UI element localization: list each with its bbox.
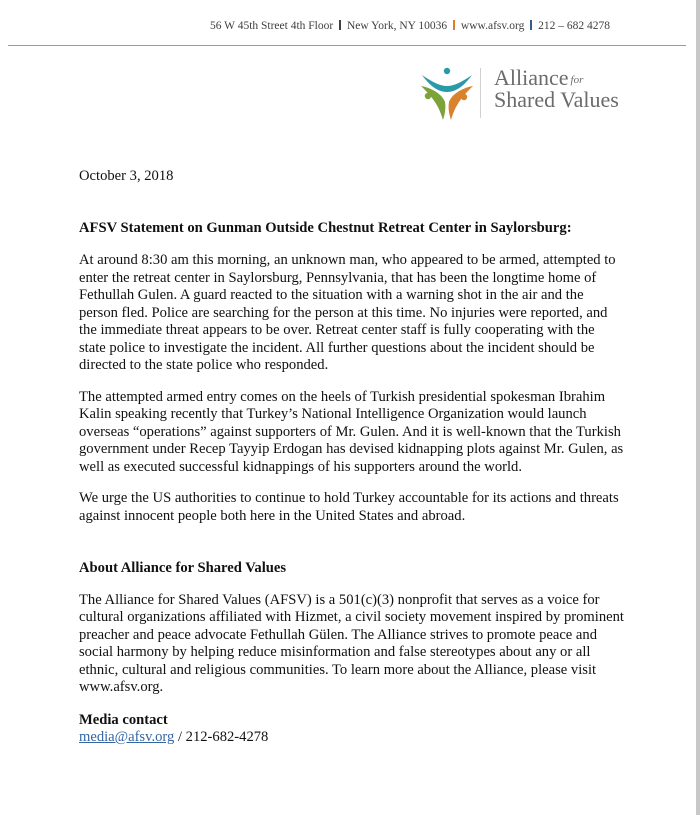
logo-text-alliance: Alliance: [494, 65, 569, 90]
page-edge: [696, 0, 700, 815]
letterhead-address: 56 W 45th Street 4th Floor: [210, 20, 334, 32]
statement-paragraph: We urge the US authorities to continue to hold Turkey accountable for its actions and threats against innocent people both here in the United States and abroad.: [79, 490, 619, 524]
about-heading: About Alliance for Shared Values: [79, 560, 287, 576]
afsv-logo: [418, 66, 623, 122]
logo-head-teal: [444, 68, 450, 74]
statement-title: AFSV Statement on Gunman Outside Chestnut Retreat Center in Saylorsburg:: [79, 219, 572, 236]
header-divider: [8, 45, 686, 46]
media-phone: / 212-682-4278: [174, 729, 269, 745]
document-body: [79, 168, 624, 747]
separator-bar: [339, 20, 341, 30]
statement-paragraph: The attempted armed entry comes on the heels of Turkish presidential spokesman Ibrahim Kalin speaking recently that Turkey’s National Intelligence Organization would launch overseas “operations” against supporters of Mr. Gulen. And it is well-known that the Turkish government under Recep Tayyip Erdogan has devised kidnapping plots against Mr. Gulen, as well as executed successful kidnappings of his supporters around the world.: [79, 388, 624, 475]
letterhead-website: www.afsv.org: [460, 20, 525, 32]
logo-figures-icon: [418, 66, 476, 122]
media-email-link[interactable]: media@afsv.org: [79, 729, 175, 745]
document-date: October 3, 2018: [79, 168, 174, 184]
letterhead-phone: 212 – 682 4278: [538, 20, 610, 32]
media-contact-heading: Media contact: [79, 711, 168, 728]
statement-paragraph: At around 8:30 am this morning, an unknown man, who appeared to be armed, attempted to enter the retreat center in Saylorsburg, Pennsylvania, that has been the longtime home of Fethullah Gulen. A guard reacted to the situation with a warning shot in the air and the person fled. Police are searching for the person at this time. No injuries were reported, and the immediate threat appears to be over. Retreat center staff is fully cooperating with the state police to investigate the incident. All further questions about the incident should be directed to the state police who responded.: [79, 252, 616, 373]
letterhead-contact: [210, 20, 610, 32]
logo-text-shared-values: Shared Values: [494, 87, 619, 112]
separator-bar: [530, 20, 532, 30]
media-contact-line: [79, 729, 624, 747]
logo-text-for: for: [570, 74, 584, 86]
about-paragraph: The Alliance for Shared Values (AFSV) is a 501(c)(3) nonprofit that serves as a voice for cultural organizations affiliated with Hizmet, a civil society movement inspired by prominent preacher and peace advocate Fethullah Gülen. The Alliance strives to promote peace and social harmony by helping reduce misinformation and false stereotypes about any or all ethnic, cultural and religious communities. To learn more about the Alliance, please visit www.afsv.org.: [79, 591, 624, 695]
logo-wordmark: [494, 65, 619, 112]
logo-divider: [480, 68, 481, 118]
letterhead-city: New York, NY 10036: [346, 20, 448, 32]
separator-bar: [453, 20, 455, 30]
